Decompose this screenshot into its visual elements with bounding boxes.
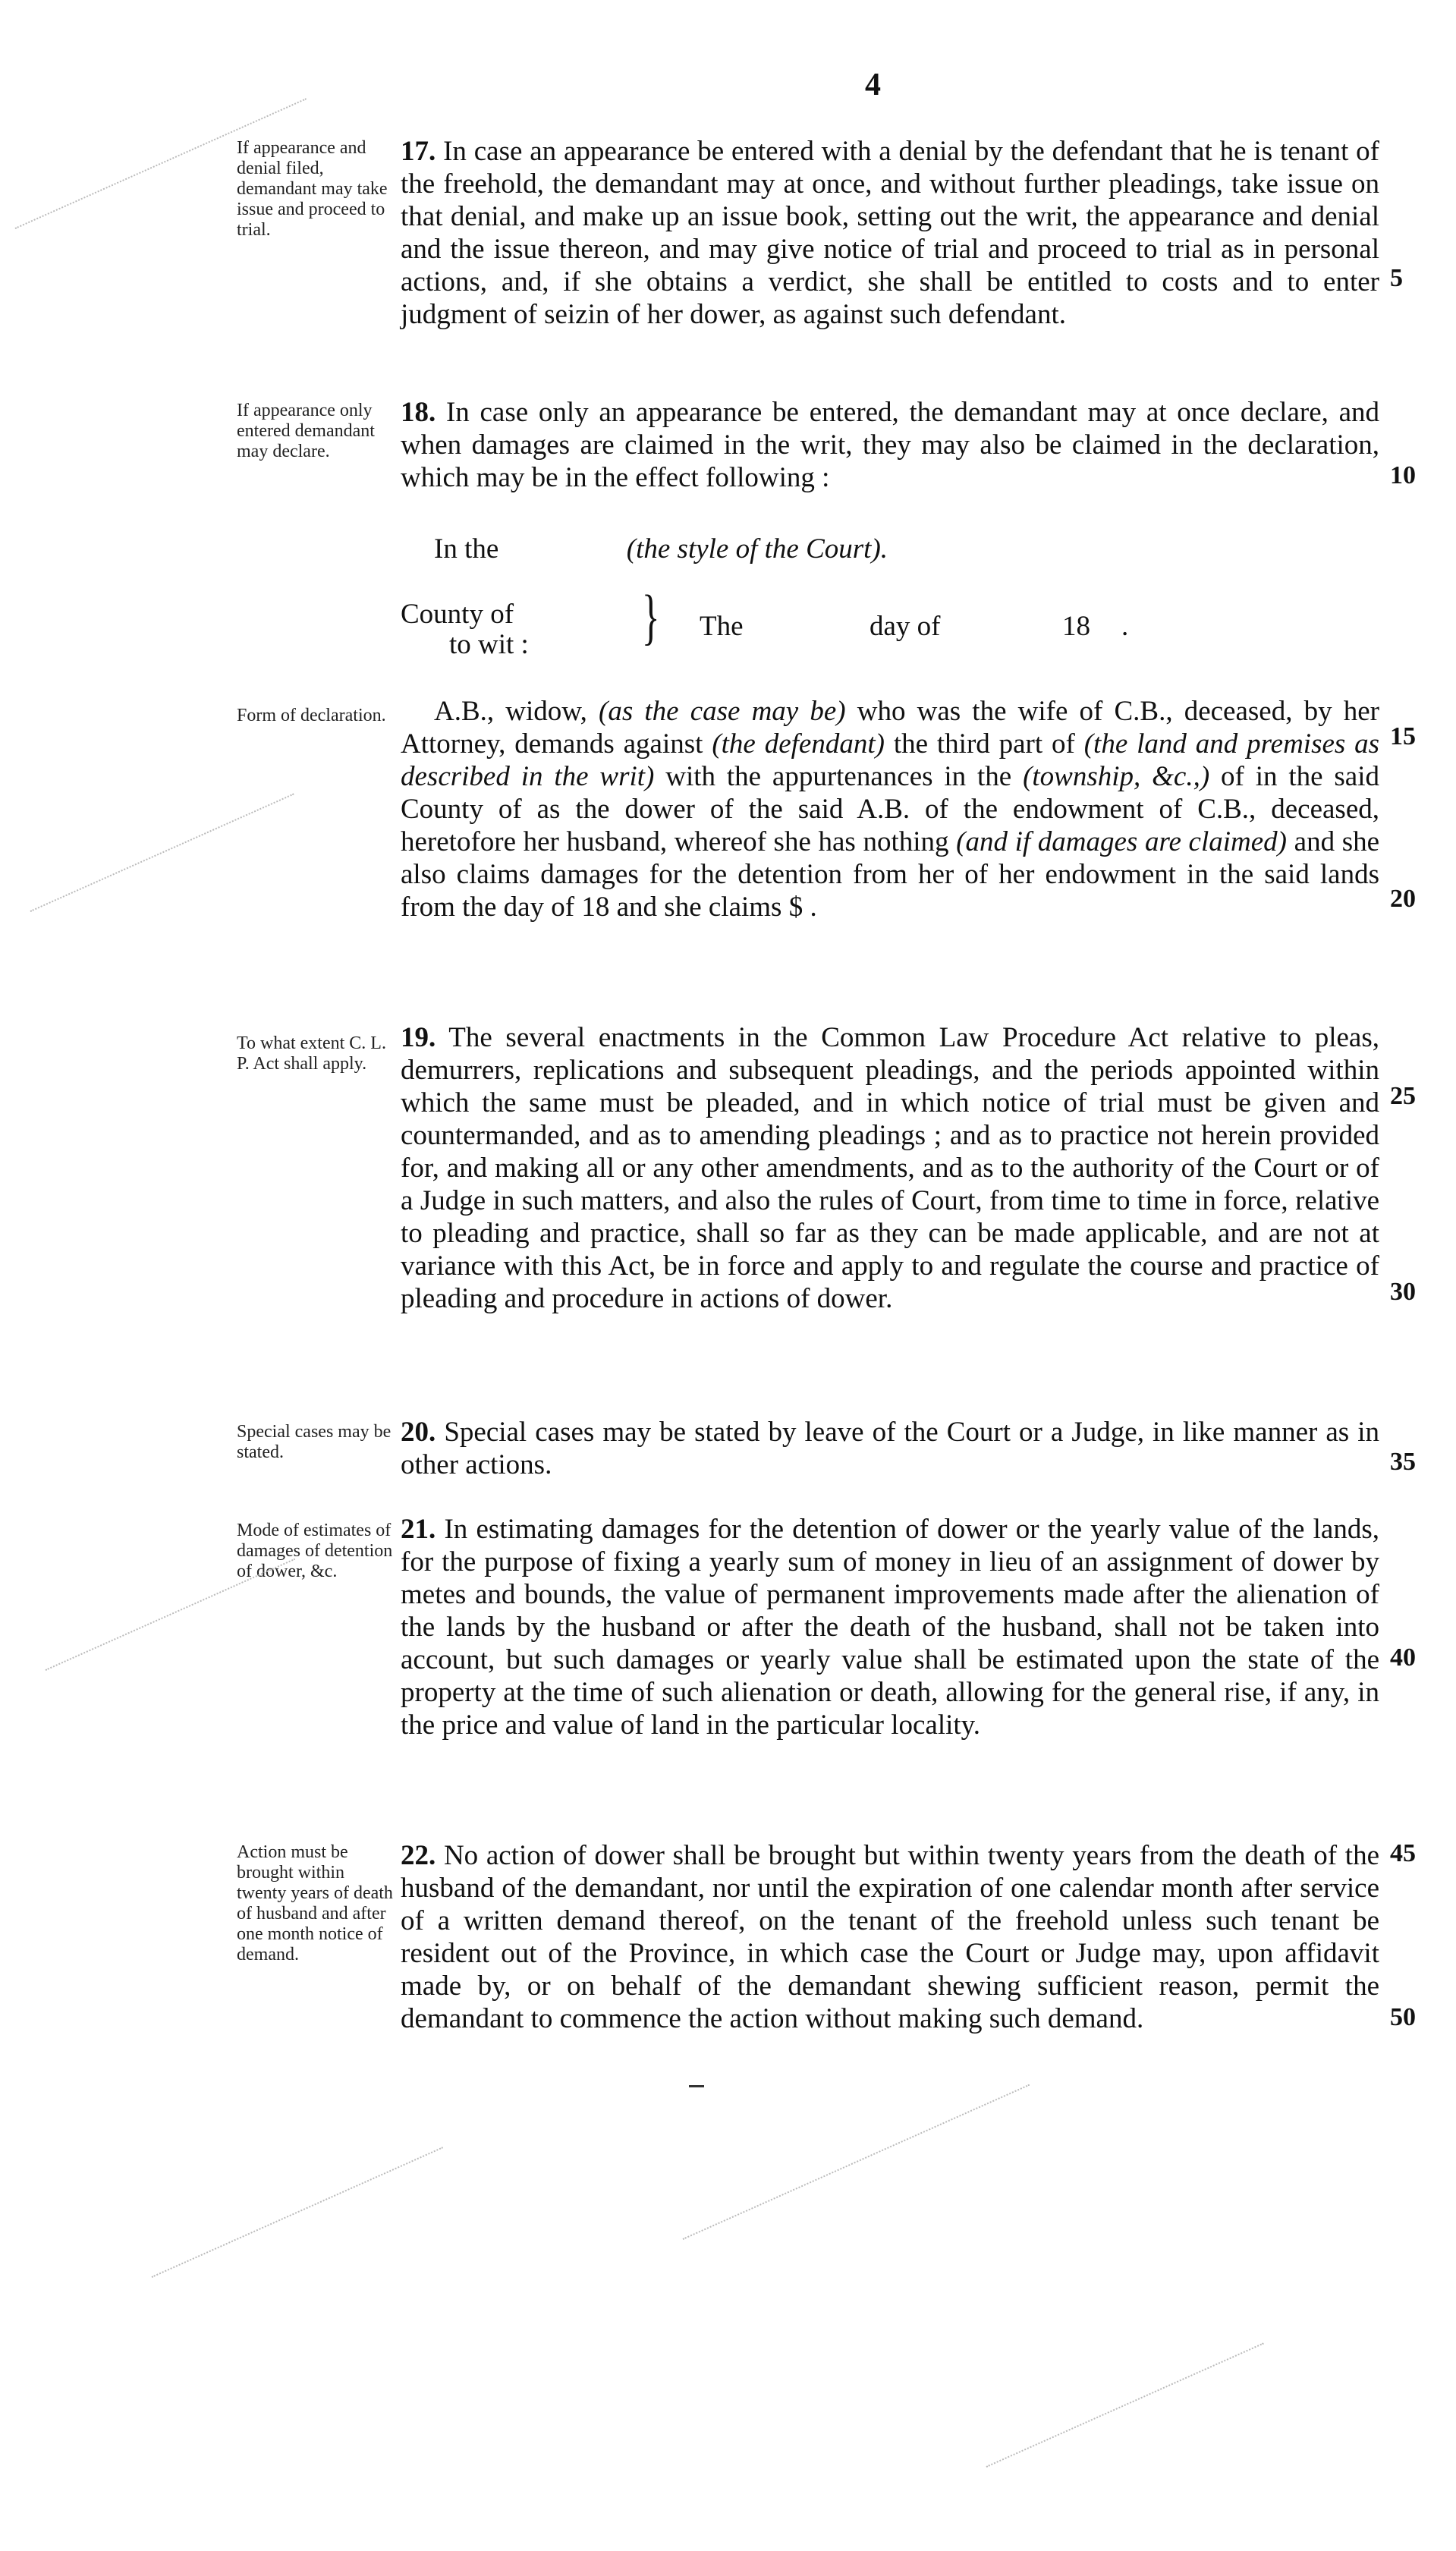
section-text: In case only an appearance be entered, the demandant may at once declare, and when damages are claimed in the writ, they may also be claimed in the declaration, which may be in the effect following : — [401, 397, 1380, 493]
line-number-5: 5 — [1390, 264, 1403, 292]
line-number-35: 35 — [1390, 1448, 1416, 1476]
section-17 — [401, 135, 1379, 331]
day-of-label: day of — [870, 611, 941, 642]
section-21 — [401, 1513, 1379, 1741]
section-text: No action of dower shall be brought but within twenty years from the death of the husband of the demandant, nor until the expiration of one calendar month after service of a written demand thereof, on the tenant of the freehold unless such tenant be resident out of the Province, in which case the Court or Judge may, upon affidavit made by, or on behalf of the demandant shewing sufficient reason, permit the demandant to commence the action without making such demand. — [401, 1840, 1380, 2034]
the-label: The — [700, 611, 744, 642]
scan-speckle — [683, 2084, 1030, 2240]
court-line — [434, 533, 888, 565]
form-text-d: with the appurtenances in the — [665, 761, 1012, 792]
section-text: In estimating damages for the detention of dower or the yearly value of the lands, for the purpose of fixing a yearly sum of money in lieu of an assignment of dower by metes and bounds, the value of permanent improvements made after the alienation of the lands by the husband or after the death of the husband, shall not be taken into account, but such damages or yearly value shall be estimated upon the state of the property at the time of such alienation or death, allowing for the general rise, if any, in the price and value of land in the particular locality. — [401, 1514, 1379, 1741]
court-line-prefix: In the — [434, 533, 499, 565]
marginal-note-form: Form of declaration. — [237, 706, 386, 725]
section-number: 22. — [401, 1840, 436, 1871]
form-italic-d: (township, &c.,) — [1023, 761, 1210, 792]
line-number-45: 45 — [1390, 1839, 1416, 1867]
scan-speckle — [46, 1559, 296, 1671]
line-number-10: 10 — [1390, 461, 1416, 489]
section-number: 18. — [401, 397, 436, 428]
form-italic-b: (the defendant) — [712, 728, 885, 760]
section-20 — [401, 1416, 1379, 1481]
scan-speckle — [152, 2147, 444, 2278]
form-text-f: and she also claims damages for the detention from her of her endowment in the said lands from the day of 18 and she claims $ . — [401, 826, 1380, 923]
line-number-25: 25 — [1390, 1082, 1416, 1110]
form-text-e: of in the said County of as the dower of the said A.B. of the endowment of C.B., deceased, heretofore her husband, whereof she has nothing — [401, 761, 1380, 857]
marginal-note-18: If appearance only entered demandant may declare. — [237, 401, 375, 461]
section-number: 20. — [401, 1417, 436, 1448]
marginal-note-19: To what extent C. L. P. Act shall apply. — [237, 1033, 386, 1074]
section-text: The several enactments in the Common Law Procedure Act relative to pleas, demurrers, replications and subsequent pleadings, and the periods appointed within which the same must be pleaded, and in which notice of trial must be given and countermanded, and as to amending pleadings ; and as to practice not herein provided for, and making all or any other amendments, and as to the authority of the Court or of a Judge in such matters, and also the rules of Court, from time to time in force, relative to pleading and practice, shall so far as they can be made applicable, and are not at variance with this Act, be in force and apply to and regulate the course and practice of pleading and procedure in actions of dower. — [401, 1022, 1379, 1314]
county-of: County of — [401, 599, 514, 630]
line-number-20: 20 — [1390, 885, 1416, 913]
year-label: 18 — [1062, 611, 1090, 642]
page-number: 4 — [865, 68, 881, 102]
to-wit: to wit : — [449, 629, 529, 660]
form-text-c: the third part of — [893, 728, 1075, 760]
court-style: (the style of the Court). — [626, 533, 888, 565]
form-italic-c: (the land and premises as described in the writ) — [401, 728, 1380, 792]
marginal-note-20: Special cases may be stated. — [237, 1422, 392, 1462]
section-19 — [401, 1021, 1379, 1315]
scan-speckle — [30, 794, 294, 912]
form-text-b: who was the wife of C.B., deceased, by her Attorney, demands against — [401, 696, 1379, 760]
form-text-a: A.B., widow, — [434, 696, 587, 727]
marginal-note-22: Action must be brought within twenty years of death of husband and after one month notice of demand. — [237, 1842, 393, 1964]
line-number-15: 15 — [1390, 722, 1416, 750]
line-number-50: 50 — [1390, 2003, 1416, 2031]
section-18 — [401, 396, 1379, 494]
form-italic-a: (as the case may be) — [599, 696, 846, 727]
form-italic-e: (and if damages are claimed) — [956, 826, 1287, 857]
end-dash — [689, 2085, 704, 2087]
section-number: 17. — [401, 136, 436, 167]
line-number-30: 30 — [1390, 1278, 1416, 1306]
form-period: . — [1121, 611, 1129, 642]
marginal-note-21: Mode of estimates of damages of detention of dower, &c. — [237, 1521, 393, 1581]
section-22 — [401, 1839, 1379, 2035]
section-number: 21. — [401, 1514, 436, 1545]
brace-glyph: } — [641, 582, 660, 651]
marginal-note-17: If appearance and denial filed, demandant may take issue and proceed to trial. — [237, 138, 388, 240]
section-text: In case an appearance be entered with a denial by the defendant that he is tenant of the freehold, the demandant may at once, and without further pleadings, take issue on that denial, and make up an issue book, setting out the writ, the appearance and denial and the issue thereon, and may give notice of trial and proceed to trial as in personal actions, and, if she obtains a verdict, she shall be entitled to costs and to enter judgment of seizin of her dower, as against such defendant. — [401, 136, 1380, 330]
section-text: Special cases may be stated by leave of the Court or a Judge, in like manner as in other actions. — [401, 1417, 1380, 1480]
scan-speckle — [986, 2342, 1264, 2468]
section-number: 19. — [401, 1022, 436, 1053]
line-number-40: 40 — [1390, 1644, 1416, 1672]
form-declaration — [401, 695, 1379, 923]
